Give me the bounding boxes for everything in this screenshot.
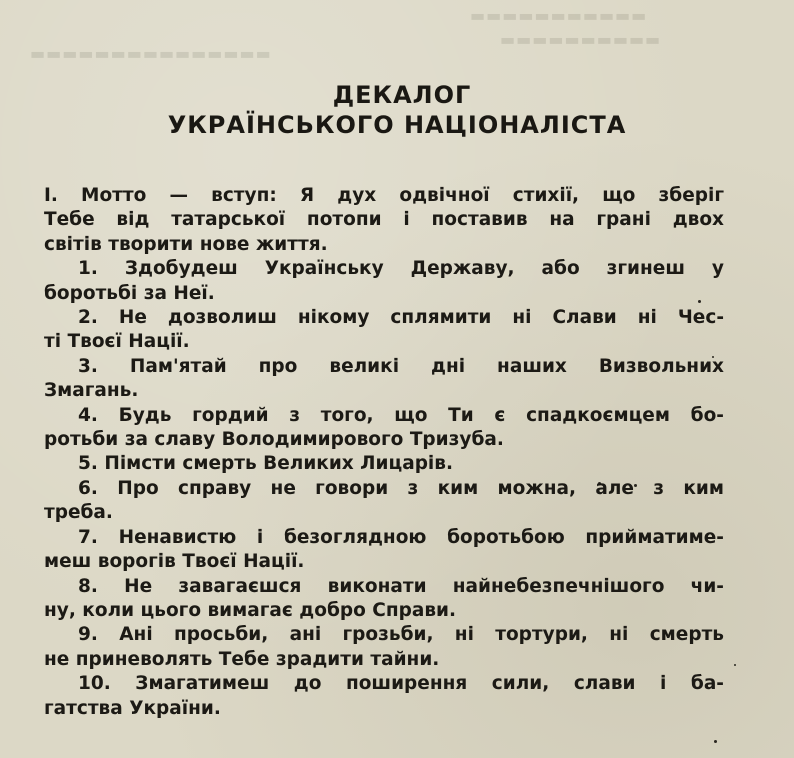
text-line: 4. Будь гордий з того, що Ти є спадкоємцем бо- bbox=[78, 404, 724, 426]
text-line: світів творити нове життя. bbox=[44, 233, 328, 255]
paper-speck bbox=[714, 740, 717, 743]
text-line: 9. Ані просьби, ані грозьби, ні тортури, ні смерть bbox=[78, 624, 724, 646]
text-line: 1. Здобудеш Українську Державу, або згинеш у bbox=[78, 258, 724, 280]
text-line: ротьби за славу Володимирового Тризуба. bbox=[44, 429, 504, 451]
decalogue-body bbox=[44, 184, 724, 721]
intro-paragraph bbox=[44, 184, 724, 257]
text-line: 6. Про справу не говори з ким можна, але з ким bbox=[78, 477, 724, 499]
text-line: Тебе від татарської потопи і поставив на грані двох bbox=[44, 209, 724, 231]
bleed-through-texture: ▬▬▬▬▬▬▬▬▬▬▬▬▬▬▬ bbox=[30, 44, 272, 63]
commandment-5 bbox=[44, 452, 724, 476]
text-line: гатства України. bbox=[44, 697, 221, 719]
text-line: ну, коли цього вимагає добро Справи. bbox=[44, 599, 457, 621]
commandment-4 bbox=[44, 404, 724, 453]
text-line: 7. Ненавистю і безоглядною боротьбою прийматиме- bbox=[78, 526, 724, 548]
text-line: 2. Не дозволиш нікому сплямити ні Слави ні Чес- bbox=[78, 307, 724, 329]
title-line-1: ДЕКАЛОГ bbox=[332, 81, 472, 109]
text-line: 8. Не завагаєшся виконати найнебезпечнішого чи- bbox=[78, 575, 724, 597]
text-line: не приневолять Тебе зрадити тайни. bbox=[44, 648, 440, 670]
text-line: I. Мотто — вступ: Я дух одвічної стихії, що зберіг bbox=[44, 185, 724, 206]
text-line: 3. Пам'ятай про великі дні наших Визвольних bbox=[78, 355, 724, 377]
bleed-through-texture: ▬▬▬▬▬▬▬▬▬▬ bbox=[500, 30, 662, 49]
text-line: меш ворогів Твоєї Нації. bbox=[44, 551, 305, 573]
text-line: треба. bbox=[44, 502, 113, 524]
text-line: 5. Пімсти смерть Великих Лицарів. bbox=[78, 453, 454, 475]
text-line: боротьбі за Неї. bbox=[44, 282, 215, 304]
commandment-1 bbox=[44, 257, 724, 306]
commandment-10 bbox=[44, 672, 724, 721]
commandment-2 bbox=[44, 306, 724, 355]
paper-speck bbox=[734, 664, 736, 666]
commandment-9 bbox=[44, 623, 724, 672]
text-line: ті Твоєї Нації. bbox=[44, 331, 190, 353]
commandment-6 bbox=[44, 477, 724, 526]
commandment-8 bbox=[44, 575, 724, 624]
title-line-2: УКРАЇНСЬКОГО НАЦІОНАЛІСТА bbox=[167, 111, 627, 139]
commandment-3 bbox=[44, 355, 724, 404]
document-title bbox=[0, 80, 794, 140]
text-line: 10. Змагатимеш до поширення сили, слави і ба- bbox=[78, 673, 724, 695]
bleed-through-texture: ▬▬▬▬▬▬▬▬▬▬▬ bbox=[470, 6, 648, 25]
commandment-7 bbox=[44, 526, 724, 575]
text-line: Змагань. bbox=[44, 380, 139, 402]
